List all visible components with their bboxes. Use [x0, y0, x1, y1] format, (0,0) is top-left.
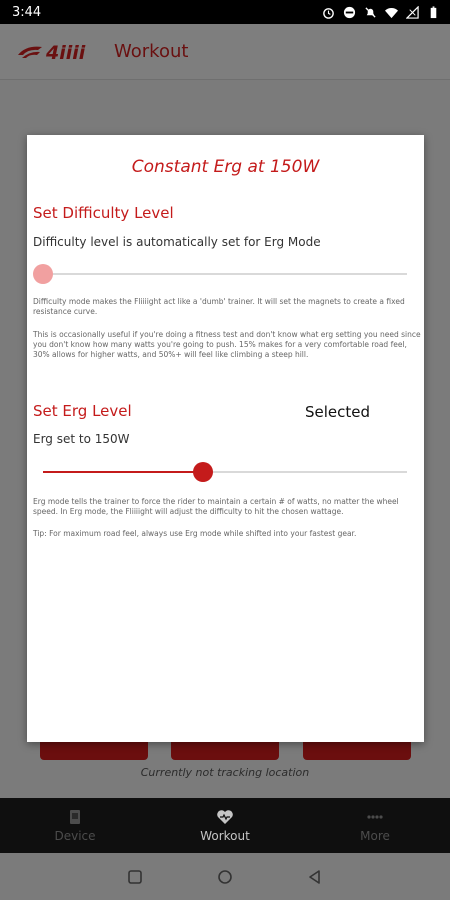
- status-bar: [0, 0, 450, 24]
- dialog-title: Constant Erg at 150W: [131, 157, 320, 177]
- erg-selected-label: Selected: [305, 403, 371, 421]
- back-icon[interactable]: [307, 869, 323, 885]
- nav-device[interactable]: [0, 809, 150, 843]
- signal-icon: [406, 6, 419, 19]
- location-status: Currently not tracking location: [140, 766, 310, 779]
- erg-status: Erg set to 150W: [33, 432, 130, 446]
- erg-dialog: [27, 135, 424, 742]
- nav-workout[interactable]: [150, 809, 300, 843]
- erg-slider[interactable]: [43, 462, 407, 482]
- nav-more[interactable]: [300, 809, 450, 843]
- bottom-nav: [0, 798, 450, 853]
- app-title: Workout: [114, 41, 189, 62]
- background-button-1: [40, 742, 148, 760]
- erg-heading: Set Erg Level: [33, 402, 132, 420]
- difficulty-slider-thumb[interactable]: [33, 264, 53, 284]
- notifications-off-icon: [364, 6, 377, 19]
- status-time: 3:44: [12, 4, 42, 20]
- circle-icon[interactable]: [217, 869, 233, 885]
- background-button-3: [303, 742, 411, 760]
- difficulty-description-detail: This is occasionally useful if you're doing a fitness test and don't know what erg setting you need since you don't know how many watts you're going to push. 15% makes for a very comfortable road feel, 30% allows for higher watts, and 50%+ will feel like climbing a steep hill.: [33, 330, 421, 359]
- status-icons: [322, 6, 440, 19]
- nav-more-label: More: [360, 828, 390, 843]
- heart-icon: [216, 809, 234, 825]
- brand-logo: [16, 39, 106, 65]
- nav-device-label: Device: [54, 828, 96, 843]
- erg-tip: Tip: For maximum road feel, always use Erg mode while shifted into your fastest gear.: [33, 529, 357, 538]
- square-icon[interactable]: [127, 869, 143, 885]
- device-icon: [66, 809, 84, 825]
- difficulty-slider-track: [43, 273, 407, 275]
- battery-icon: [427, 6, 440, 19]
- dnd-icon: [343, 6, 356, 19]
- svg-text:4iiii: 4iiii: [46, 41, 86, 64]
- erg-description: Erg mode tells the trainer to force the rider to maintain a certain # of watts, no matter the wheel speed. In Erg mode, the Fliiiight will adjust the difficulty to hit the chosen wattage.: [33, 497, 399, 516]
- difficulty-description: Difficulty mode makes the Fliiiight act like a 'dumb' trainer. It will set the magnets to create a fixed resistance curve.: [33, 297, 405, 316]
- background-button-2: [171, 742, 279, 760]
- more-icon: [366, 809, 384, 825]
- wifi-icon: [385, 6, 398, 19]
- system-nav: [0, 853, 450, 900]
- alarm-icon: [322, 6, 335, 19]
- nav-workout-label: Workout: [200, 828, 250, 843]
- app-bar: [0, 24, 450, 80]
- difficulty-slider[interactable]: [43, 264, 407, 284]
- difficulty-heading: Set Difficulty Level: [33, 204, 174, 222]
- difficulty-status: Difficulty level is automatically set for Erg Mode: [33, 235, 321, 249]
- erg-slider-thumb[interactable]: [193, 462, 213, 482]
- erg-slider-fill: [43, 471, 203, 473]
